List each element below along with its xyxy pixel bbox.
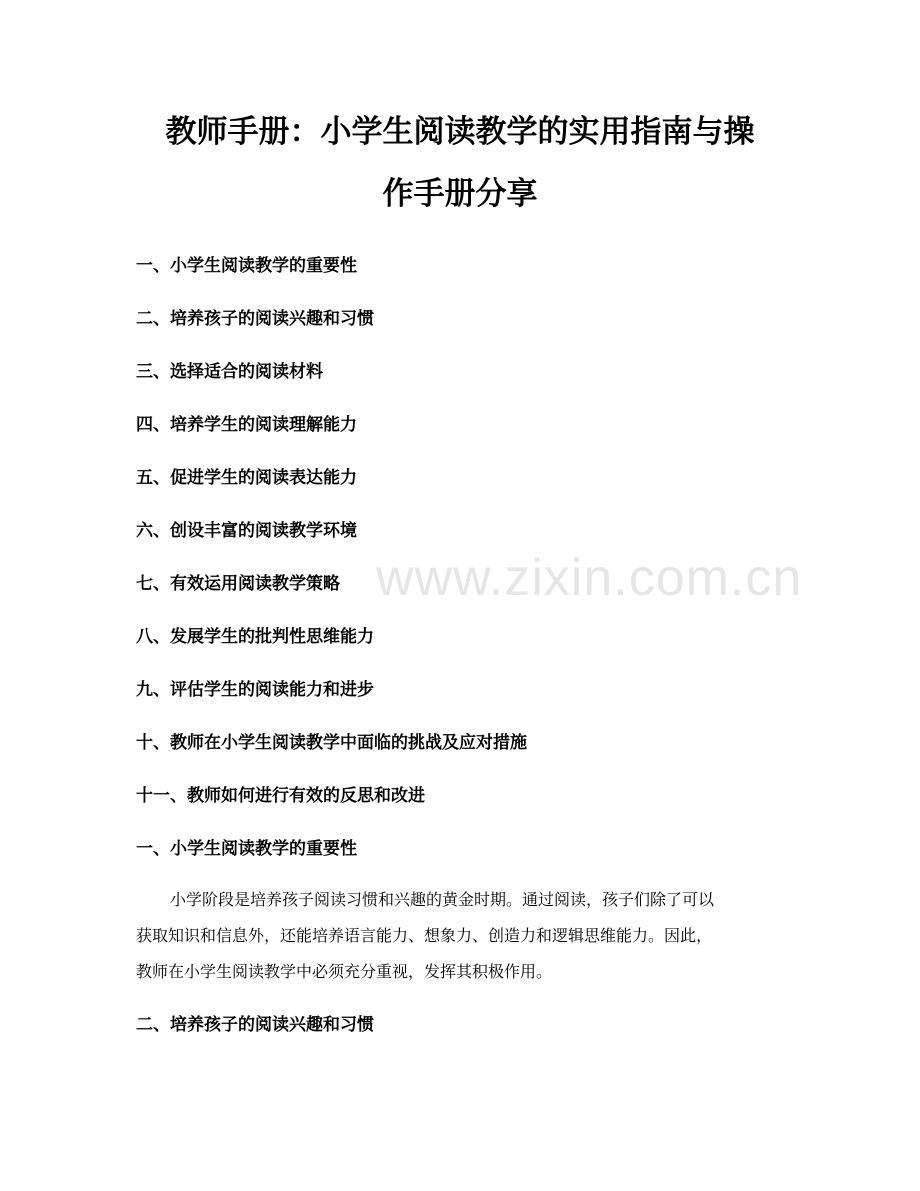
paragraph-line: 获取知识和信息外，还能培养语言能力、想象力、创造力和逻辑思维能力。因此，: [136, 926, 713, 945]
toc-item-1: 一、小学生阅读教学的重要性: [136, 256, 357, 276]
paragraph-line: 小学阶段是培养孩子阅读习惯和兴趣的黄金时期。通过阅读，孩子们除了可以: [170, 890, 715, 909]
toc-item-5: 五、促进学生的阅读表达能力: [136, 468, 357, 488]
toc-item-4: 四、培养学生的阅读理解能力: [136, 415, 357, 435]
toc-item-6: 六、创设丰富的阅读教学环境: [136, 521, 357, 541]
section-heading-1: 一、小学生阅读教学的重要性: [136, 839, 357, 859]
toc-item-2: 二、培养孩子的阅读兴趣和习惯: [136, 309, 374, 329]
document-title-line-1: 教师手册：小学生阅读教学的实用指南与操: [165, 114, 755, 150]
section-heading-2: 二、培养孩子的阅读兴趣和习惯: [136, 1015, 374, 1035]
toc-item-11: 十一、教师如何进行有效的反思和改进: [136, 786, 425, 806]
section-paragraph-1: [136, 882, 786, 990]
document-title-line-2: 作手册分享: [382, 176, 538, 212]
toc-item-7: 七、有效运用阅读教学策略: [136, 574, 340, 594]
toc-item-8: 八、发展学生的批判性思维能力: [136, 627, 374, 647]
toc-item-3: 三、选择适合的阅读材料: [136, 362, 323, 382]
watermark: www.zixin.com.cn: [376, 549, 803, 607]
toc-item-9: 九、评估学生的阅读能力和进步: [136, 680, 374, 700]
paragraph-line: 教师在小学生阅读教学中必须充分重视，发挥其积极作用。: [136, 962, 553, 981]
toc-item-10: 十、教师在小学生阅读教学中面临的挑战及应对措施: [136, 733, 527, 753]
